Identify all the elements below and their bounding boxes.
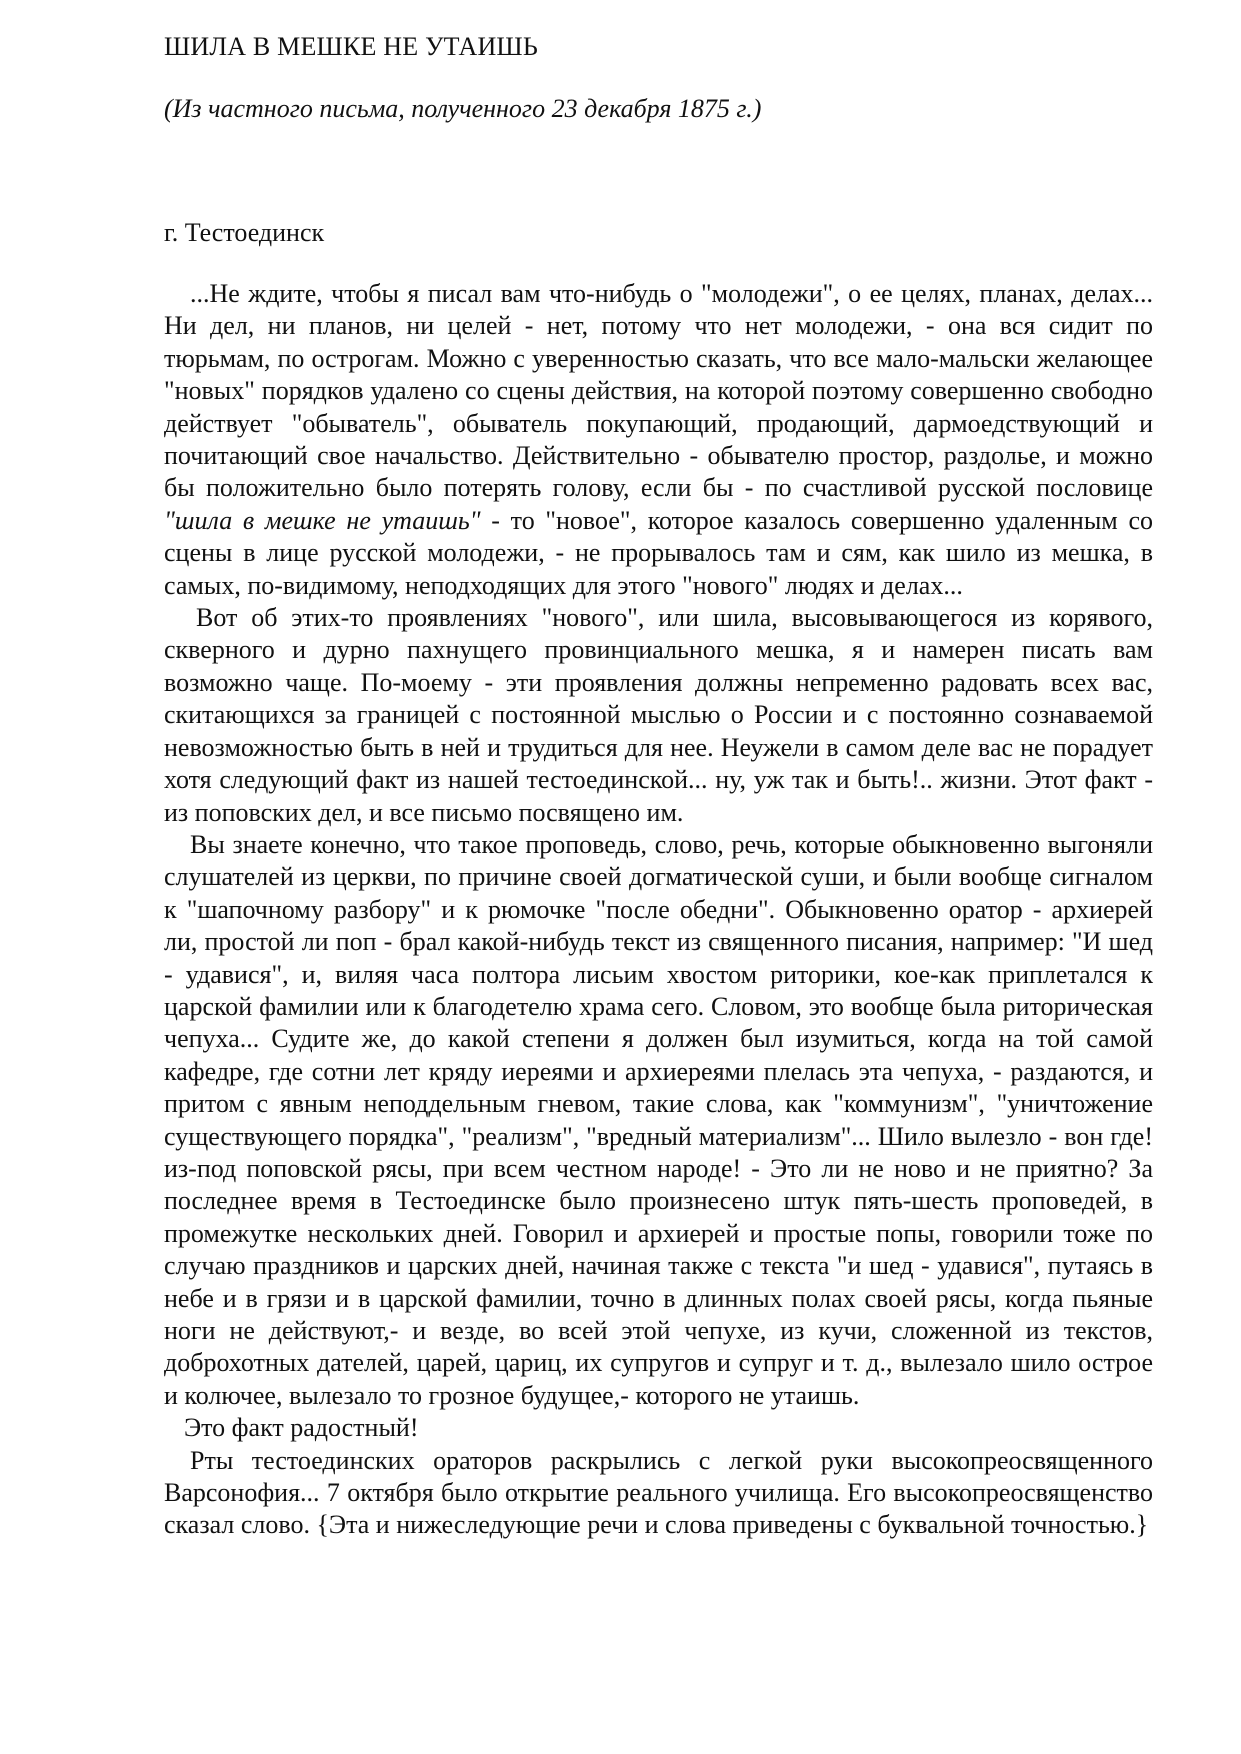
paragraph-1	[164, 278, 1153, 602]
paragraph-1-part-a: ...Не ждите, чтобы я писал вам что-нибудь о "молодежи", о ее целях, планах, делах... Ни дел, ни планов, ни целей - нет, потому что нет молодежи, - она вся сидит по тюрьмам, по острогам. Можно с уверенностью сказать, что все мало-мальски желающее "новых" порядков удалено со сцены действия, на которой поэтому совершенно свободно действует "обыватель", обыватель покупающий, продающий, дармоедствующий и почитающий свое начальство. Действительно - обывателю простор, раздолье, и можно бы положительно было потерять голову, если бы - по счастливой русской пословице	[164, 279, 1153, 503]
paragraph-5: Рты тестоединских ораторов раскрылись с легкой руки высокопреосвященного Варсонофия... 7 октября было открытие реального училища. Его высокопреосвященство сказал слово. {Эта и нижеследующие речи и слова приведены с буквальной точностью.}	[164, 1445, 1153, 1540]
proverb-quote: "шила в мешке не утаишь"	[164, 505, 481, 535]
letter-place: г. Тестоединск	[164, 218, 325, 247]
paragraph-3: Вы знаете конечно, что такое проповедь, слово, речь, которые обыкновенно выгоняли слушателей из церкви, по причине своей догматической суши, и были вообще сигналом к "шапочному разбору" и к рюмочке "после обедни". Обыкновенно оратор - архиерей ли, простой ли поп - брал какой-нибудь текст из священного писания, например: "И шед - удавися", и, виляя часа полтора лисьим хвостом риторики, кое-как приплетался к царской фамилии или к благодетелю храма сего. Словом, это вообще была риторическая чепуха... Судите же, до какой степени я должен был изумиться, когда на той самой кафедре, где сотни лет кряду иереями и архиереями плелась эта чепуха, - раздаются, и притом с явным неподдельным гневом, такие слова, как "коммунизм", "уничтожение существующего порядка", "реализм", "вредный материализм"... Шило вылезло - вон где! из-под поповской рясы, при всем честном народе! - Это ли не ново и не приятно? За последнее время в Тестоединске было произнесено штук пять-шесть проповедей, в промежутке нескольких дней. Говорил и архиерей и простые попы, говорили тоже по случаю праздников и царских дней, начиная также с текста "и шед - удавися", путаясь в небе и в грязи и в царской фамилии, точно в длинных полах своей рясы, когда пьяные ноги не действуют,- и везде, во всей этой чепухе, из кучи, сложенной из текстов, доброхотных дателей, царей, цариц, их супругов и супруг и т. д., вылезало шило острое и колючее, вылезало то грозное будущее,- которого не утаишь.	[164, 829, 1153, 1410]
document-subtitle: (Из частного письма, полученного 23 декабря 1875 г.)	[164, 94, 762, 123]
document-title: ШИЛА В МЕШКЕ НЕ УТАИШЬ	[164, 32, 538, 61]
paragraph-4: Это факт радостный!	[184, 1413, 419, 1443]
paragraph-1-part-b: - то "новое", которое казалось совершенно удаленным со сцены в лице русской молодежи, - не прорывалось там и сям, как шило из мешка, в самых, по-видимому, неподходящих для этого "нового" людях и делах...	[164, 505, 1153, 600]
paragraph-2: Вот об этих-то проявлениях "нового", или шила, высовывающегося из корявого, скверного и дурно пахнущего провинциального мешка, я и намерен писать вам возможно чаще. По-моему - эти проявления должны непременно радовать всех вас, скитающихся за границей с постоянной мыслью о России и с постоянно сознаваемой невозможностью быть в ней и трудиться для нее. Неужели в самом деле вас не порадует хотя следующий факт из нашей тестоединской... ну, уж так и быть!.. жизни. Этот факт - из поповских дел, и все письмо посвящено им.	[164, 603, 1153, 827]
letter-body	[164, 278, 1153, 1542]
